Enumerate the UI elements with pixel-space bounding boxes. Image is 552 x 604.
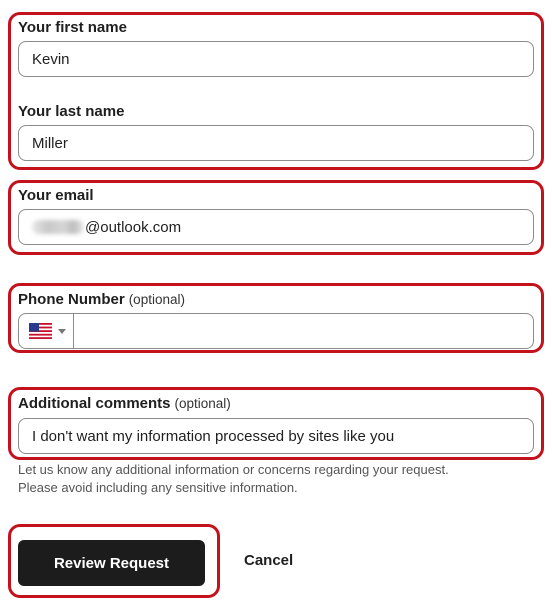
comments-label bbox=[18, 395, 231, 412]
phone-number-input[interactable] bbox=[74, 314, 533, 348]
phone-label bbox=[18, 291, 185, 308]
phone-field bbox=[18, 313, 534, 349]
chevron-down-icon bbox=[58, 329, 66, 334]
comments-input[interactable] bbox=[18, 418, 534, 454]
first-name-input[interactable] bbox=[18, 41, 534, 77]
comments-optional-tag: (optional) bbox=[174, 396, 231, 411]
phone-label-text: Phone Number bbox=[18, 291, 125, 308]
review-request-button[interactable]: Review Request bbox=[18, 540, 205, 586]
last-name-label: Your last name bbox=[18, 103, 125, 120]
comments-value: I don't want my information processed by sites like you bbox=[32, 427, 395, 445]
first-name-value: Kevin bbox=[32, 50, 70, 68]
email-label: Your email bbox=[18, 187, 94, 204]
first-name-label: Your first name bbox=[18, 19, 127, 36]
comments-help-text bbox=[18, 461, 538, 497]
cancel-button[interactable]: Cancel bbox=[244, 552, 294, 569]
redacted-email-user bbox=[32, 220, 84, 234]
help-line-2: Please avoid including any sensitive information. bbox=[18, 480, 298, 495]
help-line-1: Let us know any additional information or concerns regarding your request. bbox=[18, 462, 449, 477]
email-input[interactable] bbox=[18, 209, 534, 245]
comments-label-text: Additional comments bbox=[18, 395, 171, 412]
country-code-select[interactable] bbox=[19, 314, 74, 348]
last-name-input[interactable] bbox=[18, 125, 534, 161]
last-name-value: Miller bbox=[32, 134, 68, 152]
us-flag-icon bbox=[29, 323, 52, 339]
phone-optional-tag: (optional) bbox=[128, 292, 185, 307]
email-domain-value: @outlook.com bbox=[85, 218, 182, 236]
